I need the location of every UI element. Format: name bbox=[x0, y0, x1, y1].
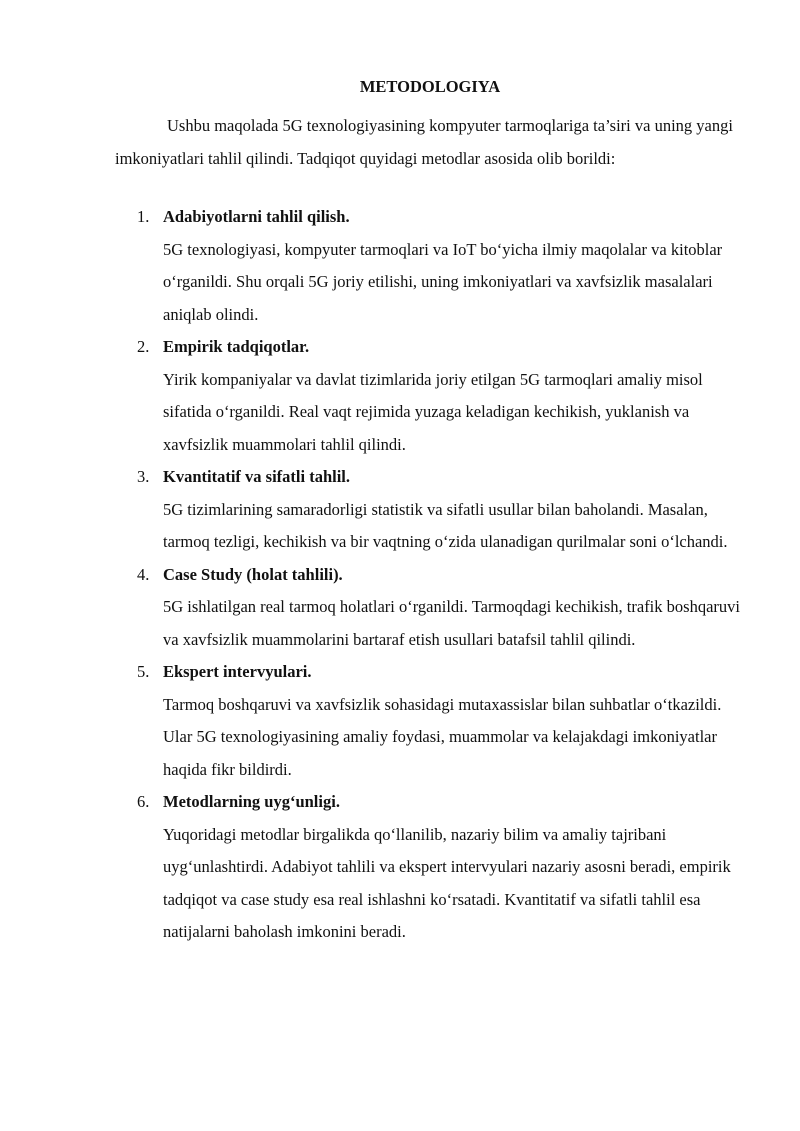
list-item bbox=[0, 786, 800, 949]
item-body: Tarmoq boshqaruvi va xavfsizlik sohasidagi mutaxassislar bilan suhbatlar o‘tkazildi. Ular 5G texnologiyasining amaliy foydasi, muammolar va kelajakdagi imkoniyatlar haqida fikr bildirdi. bbox=[163, 694, 722, 779]
item-heading: Empirik tadqiqotlar. bbox=[163, 337, 310, 356]
item-heading: Metodlarning uyg‘unligi. bbox=[163, 792, 340, 811]
item-body: 5G ishlatilgan real tarmoq holatlari o‘rganildi. Tarmoqdagi kechikish, trafik boshqaruvi va xavfsizlik muammolarini bartaraf etish usullari batafsil tahlil qilindi. bbox=[163, 597, 740, 649]
item-number: 4. bbox=[137, 564, 150, 584]
item-heading: Ekspert intervyulari. bbox=[163, 662, 312, 681]
item-heading: Adabiyotlarni tahlil qilish. bbox=[163, 207, 350, 226]
list-item bbox=[0, 656, 800, 786]
intro-paragraph: Ushbu maqolada 5G texnologiyasining kompyuter tarmoqlariga ta’siri va uning yangi imkoniyatlari tahlil qilindi. Tadqiqot quyidagi metodlar asosida olib borildi: bbox=[115, 116, 733, 168]
page-title: METODOLOGIYA bbox=[359, 77, 501, 96]
item-number: 5. bbox=[137, 662, 150, 681]
methods-list bbox=[0, 201, 800, 949]
item-body: 5G tizimlarining samaradorligi statistik va sifatli usullar bilan baholandi. Masalan, tarmoq tezligi, kechikish va bir vaqtning o‘zida ulanadigan qurilmalar soni o‘lchandi. bbox=[163, 499, 728, 551]
item-number: 6. bbox=[137, 792, 150, 811]
item-number: 3. bbox=[137, 467, 150, 486]
list-item bbox=[0, 201, 800, 331]
item-body: 5G texnologiyasi, kompyuter tarmoqlari va IoT bo‘yicha ilmiy maqolalar va kitoblar o‘rganildi. Shu orqali 5G joriy etilishi, uning imkoniyatlari va xavfsizlik masalalari aniqlab olindi. bbox=[163, 239, 723, 324]
list-item bbox=[0, 559, 800, 657]
list-item bbox=[0, 461, 800, 559]
item-body: Yuqoridagi metodlar birgalikda qo‘llanilib, nazariy bilim va amaliy tajribani uyg‘unlashtirdi. Adabiyot tahlili va ekspert intervyulari nazariy asosni beradi, empirik tadqiqot va case study esa real ishlashni ko‘rsatadi. Kvantitatif va sifatli tahlil esa natijalarni baholash imkonini beradi. bbox=[163, 824, 731, 941]
item-body: Yirik kompaniyalar va davlat tizimlarida joriy etilgan 5G tarmoqlari amaliy misol sifatida o‘rganildi. Real vaqt rejimida yuzaga keladigan kechikish, yuklanish va xavfsizlik muammolari tahlil qilindi. bbox=[163, 369, 703, 454]
item-heading: Kvantitatif va sifatli tahlil. bbox=[163, 467, 350, 486]
item-heading: Case Study (holat tahlili). bbox=[163, 564, 343, 584]
item-number: 2. bbox=[137, 337, 150, 356]
list-item bbox=[0, 331, 800, 461]
item-number: 1. bbox=[137, 207, 150, 226]
